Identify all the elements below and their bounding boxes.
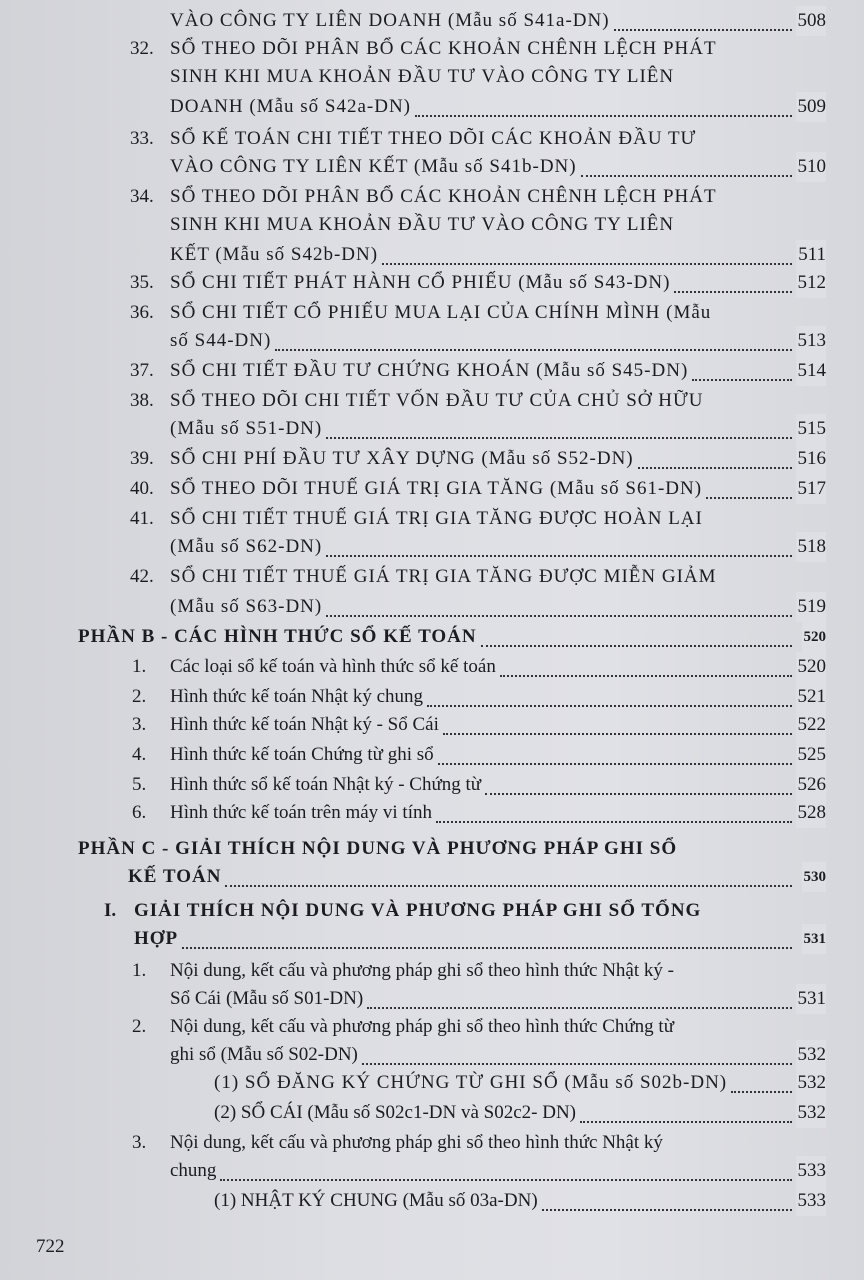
toc-entry-title: SỔ CHI TIẾT THUẾ GIÁ TRỊ GIA TĂNG ĐƯỢC HOÀN LẠI [170,508,703,529]
toc-entry [0,92,864,122]
toc-entry-page: 532 [796,1098,827,1128]
toc-entry-title: (Mẫu số S51-DN) [170,418,323,439]
dot-leader [326,553,792,557]
toc-entry-title: VÀO CÔNG TY LIÊN DOANH (Mẫu số S41a-DN) [170,10,610,31]
toc-entry-number: 3. [132,1132,147,1153]
toc-entry [0,298,864,328]
toc-entry [0,210,864,240]
toc-entry-page: 509 [796,92,827,122]
toc-entry-page: 513 [796,326,827,356]
toc-entry-page: 530 [802,862,827,892]
toc-entry-page: 520 [802,622,827,652]
dot-leader [485,791,792,795]
toc-entry [0,474,864,504]
dot-leader [580,1119,792,1123]
toc-entry-number: 4. [132,744,147,765]
toc-entry-title: SỔ THEO DÕI CHI TIẾT VỐN ĐẦU TƯ CỦA CHỦ SỞ HỮU [170,390,704,411]
toc-entry-page: 532 [796,1068,827,1098]
toc-entry-page: 525 [796,740,827,770]
toc-entry-title: chung [170,1160,217,1181]
toc-entry-title: SỔ CHI TIẾT PHÁT HÀNH CỔ PHIẾU (Mẫu số S43-DN) [170,272,671,293]
toc-entry [0,1012,864,1042]
toc-entry-page: 512 [796,268,827,298]
toc-entry [0,414,864,444]
toc-entry-page: 516 [796,444,827,474]
toc-entry-number: 34. [130,186,154,207]
dot-leader [614,27,792,31]
toc-entry-title: Nội dung, kết cấu và phương pháp ghi sổ theo hình thức Nhật ký - [170,960,674,981]
toc-entry-page: 531 [802,924,827,954]
toc-entry [0,1156,864,1186]
toc-entry-page: 518 [796,532,827,562]
toc-entry-page: 532 [796,1040,827,1070]
toc-entry [0,622,864,652]
toc-entry [0,240,864,270]
dot-leader [225,883,792,887]
toc-entry-page: 522 [796,710,827,740]
dot-leader [438,761,792,765]
toc-entry-number: I. [104,900,117,921]
toc-entry-number: 39. [130,448,154,469]
toc-entry [0,182,864,212]
toc-entry-number: 37. [130,360,154,381]
toc-entry [0,798,864,828]
toc-entry [0,6,864,36]
toc-entry-title: SỔ CHI TIẾT ĐẦU TƯ CHỨNG KHOÁN (Mẫu số S45-DN) [170,360,689,381]
toc-entry [0,152,864,182]
dot-leader [182,945,792,949]
toc-entry-title: (2) SỔ CÁI (Mẫu số S02c1-DN và S02c2- DN) [214,1102,577,1123]
toc-entry-title: KẾ TOÁN [128,866,222,887]
toc-entry-number: 5. [132,774,147,795]
toc-entry-page: 520 [796,652,827,682]
toc-entry-page: 515 [796,414,827,444]
toc-entry-title: (1) SỔ ĐĂNG KÝ CHỨNG TỪ GHI SỔ (Mẫu số S02b-DN) [214,1072,728,1093]
toc-entry-title: (Mẫu số S62-DN) [170,536,323,557]
toc-entry-title: DOANH (Mẫu số S42a-DN) [170,96,412,117]
dot-leader [500,673,792,677]
toc-entry-title: SỔ THEO DÕI PHÂN BỔ CÁC KHOẢN CHÊNH LỆCH PHÁT [170,186,717,207]
toc-entry-page: 511 [796,240,826,270]
dot-leader [481,643,792,647]
toc-entry-title: SINH KHI MUA KHOẢN ĐẦU TƯ VÀO CÔNG TY LIÊN [170,214,675,235]
toc-entry-title: GIẢI THÍCH NỘI DUNG VÀ PHƯƠNG PHÁP GHI SỔ TỔNG [134,900,702,921]
toc-entry-number: 1. [132,960,147,981]
dot-leader [326,435,792,439]
toc-entry-page: 517 [796,474,827,504]
toc-entry [0,862,864,892]
toc-entry-page: 531 [796,984,827,1014]
toc-entry-title: SỔ KẾ TOÁN CHI TIẾT THEO DÕI CÁC KHOẢN ĐẦU TƯ [170,128,697,149]
toc-entry-page: 533 [796,1156,827,1186]
dot-leader [692,377,792,381]
dot-leader [674,289,792,293]
toc-entry-title: SỔ CHI PHÍ ĐẦU TƯ XÂY DỰNG (Mẫu số S52-DN) [170,448,634,469]
toc-entry [0,34,864,64]
toc-entry-page: 521 [796,682,827,712]
toc-entry-title: Sổ Cái (Mẫu số S01-DN) [170,988,364,1009]
toc-entry-number: 1. [132,656,147,677]
toc-entry [0,770,864,800]
toc-entry-title: Hình thức kế toán Nhật ký - Sổ Cái [170,714,439,735]
toc-entry-number: 35. [130,272,154,293]
toc-entry-title: SỔ THEO DÕI THUẾ GIÁ TRỊ GIA TĂNG (Mẫu số S61-DN) [170,478,703,499]
toc-entry-title: PHẦN C - GIẢI THÍCH NỘI DUNG VÀ PHƯƠNG PHÁP GHI SỔ [78,838,678,859]
dot-leader [638,465,792,469]
toc-entry-title: PHẦN B - CÁC HÌNH THỨC SỔ KẾ TOÁN [78,626,477,647]
dot-leader [436,819,792,823]
toc-entry-number: 2. [132,1016,147,1037]
dot-leader [220,1177,792,1181]
toc-entry-number: 40. [130,478,154,499]
dot-leader [275,347,792,351]
toc-entry-number: 41. [130,508,154,529]
toc-entry [0,652,864,682]
toc-entry [0,562,864,592]
toc-entry-title: KẾT (Mẫu số S42b-DN) [170,244,379,265]
toc-entry-title: (Mẫu số S63-DN) [170,596,323,617]
toc-entry [0,386,864,416]
toc-entry [0,1098,864,1128]
toc-entry [0,356,864,386]
toc-entry-title: Nội dung, kết cấu và phương pháp ghi sổ theo hình thức Chứng từ [170,1016,675,1037]
toc-entry-page: 510 [796,152,827,182]
toc-entry-number: 33. [130,128,154,149]
toc-entry [0,444,864,474]
toc-entry-number: 38. [130,390,154,411]
toc-entry [0,62,864,92]
toc-entry [0,984,864,1014]
toc-entry-number: 32. [130,38,154,59]
toc-entry [0,326,864,356]
dot-leader [443,731,792,735]
dot-leader [362,1061,792,1065]
toc-entry [0,924,864,954]
toc-entry-title: ghi sổ (Mẫu số S02-DN) [170,1044,358,1065]
dot-leader [706,495,792,499]
dot-leader [542,1207,792,1211]
toc-entry [0,504,864,534]
toc-entry [0,268,864,298]
page-number: 722 [36,1236,65,1257]
dot-leader [382,261,792,265]
dot-leader [326,613,792,617]
toc-entry [0,124,864,154]
toc-entry-number: 42. [130,566,154,587]
toc-entry-page: 526 [796,770,827,800]
toc-entry [0,1128,864,1158]
toc-entry-title: Hình thức kế toán Chứng từ ghi sổ [170,744,434,765]
toc-entry [0,956,864,986]
dot-leader [367,1005,792,1009]
toc-entry [0,896,864,926]
toc-entry-title: Hình thức kế toán Nhật ký chung [170,686,424,707]
dot-leader [581,173,792,177]
dot-leader [427,703,792,707]
toc-entry [0,834,864,864]
toc-entry [0,710,864,740]
toc-entry-title: số S44-DN) [170,330,272,351]
toc-entry-title: Nội dung, kết cấu và phương pháp ghi sổ theo hình thức Nhật ký [170,1132,663,1153]
toc-entry-title: SỔ THEO DÕI PHÂN BỔ CÁC KHOẢN CHÊNH LỆCH PHÁT [170,38,717,59]
toc-entry-title: SỔ CHI TIẾT CỔ PHIẾU MUA LẠI CỦA CHÍNH MÌNH (Mẫu [170,302,712,323]
toc-entry [0,592,864,622]
toc-entry-number: 2. [132,686,147,707]
toc-entry-page: 533 [796,1186,827,1216]
toc-entry [0,1040,864,1070]
toc-entry-page: 528 [796,798,827,828]
toc-entry [0,1068,864,1098]
dot-leader [415,113,792,117]
toc-entry-title: VÀO CÔNG TY LIÊN KẾT (Mẫu số S41b-DN) [170,156,577,177]
toc-entry-title: SINH KHI MUA KHOẢN ĐẦU TƯ VÀO CÔNG TY LIÊN [170,66,675,87]
toc-entry-page: 508 [796,6,827,36]
toc-entry [0,682,864,712]
toc-entry-title: (1) NHẬT KÝ CHUNG (Mẫu số 03a-DN) [214,1190,538,1211]
toc-entry-number: 36. [130,302,154,323]
dot-leader [731,1089,792,1093]
toc-entry-title: Hình thức sổ kế toán Nhật ký - Chứng từ [170,774,482,795]
toc-entry [0,740,864,770]
toc-entry-page: 519 [796,592,827,622]
toc-entry [0,532,864,562]
toc-entry-title: SỔ CHI TIẾT THUẾ GIÁ TRỊ GIA TĂNG ĐƯỢC MIỄN GIẢM [170,566,717,587]
toc-entry [0,1186,864,1216]
toc-entry-number: 3. [132,714,147,735]
toc-entry-title: HỢP [134,928,179,949]
toc-entry-page: 514 [796,356,827,386]
toc-entry-title: Hình thức kế toán trên máy vi tính [170,802,432,823]
toc-entry-number: 6. [132,802,147,823]
toc-entry-title: Các loại sổ kế toán và hình thức sổ kế toán [170,656,496,677]
